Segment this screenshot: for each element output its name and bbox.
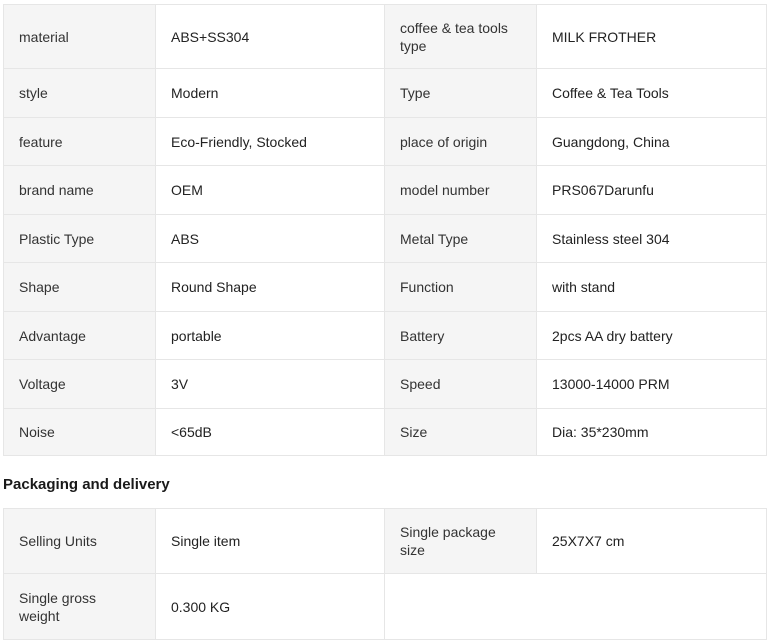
spec-value: ABS <box>156 215 385 263</box>
spec-row <box>4 215 767 263</box>
spec-value: OEM <box>156 166 385 215</box>
spec-row <box>4 166 767 215</box>
spec-key: Metal Type <box>385 215 537 263</box>
spec-value: Stainless steel 304 <box>537 215 767 263</box>
packaging-value: 25X7X7 cm <box>537 509 767 574</box>
spec-key: material <box>4 5 156 69</box>
spec-value: portable <box>156 312 385 360</box>
spec-key: Voltage <box>4 360 156 409</box>
spec-key: Speed <box>385 360 537 409</box>
spec-key: style <box>4 69 156 118</box>
spec-value: with stand <box>537 263 767 312</box>
spec-key: Battery <box>385 312 537 360</box>
spec-value: ABS+SS304 <box>156 5 385 69</box>
spec-key: Plastic Type <box>4 215 156 263</box>
spec-row <box>4 263 767 312</box>
spec-key: place of origin <box>385 118 537 166</box>
spec-value: Eco-Friendly, Stocked <box>156 118 385 166</box>
spec-row <box>4 69 767 118</box>
spec-key: brand name <box>4 166 156 215</box>
packaging-key: Selling Units <box>4 509 156 574</box>
packaging-value: 0.300 KG <box>156 574 385 640</box>
packaging-table <box>3 508 767 640</box>
packaging-row <box>4 574 767 640</box>
product-specs-table <box>3 4 767 456</box>
spec-key: Shape <box>4 263 156 312</box>
spec-row <box>4 118 767 166</box>
spec-key: Function <box>385 263 537 312</box>
spec-value: Round Shape <box>156 263 385 312</box>
spec-key: model number <box>385 166 537 215</box>
spec-value: Guangdong, China <box>537 118 767 166</box>
spec-value: Coffee & Tea Tools <box>537 69 767 118</box>
spec-key: Size <box>385 409 537 456</box>
spec-value: 3V <box>156 360 385 409</box>
spec-value: 2pcs AA dry battery <box>537 312 767 360</box>
packaging-key: Single package size <box>385 509 537 574</box>
spec-row <box>4 360 767 409</box>
spec-key: Type <box>385 69 537 118</box>
spec-value: Dia: 35*230mm <box>537 409 767 456</box>
packaging-key: Single gross weight <box>4 574 156 640</box>
spec-row <box>4 409 767 456</box>
spec-key: coffee & tea tools type <box>385 5 537 69</box>
spec-value: Modern <box>156 69 385 118</box>
packaging-value: Single item <box>156 509 385 574</box>
packaging-row <box>4 509 767 574</box>
spec-value: 13000-14000 PRM <box>537 360 767 409</box>
spec-value: PRS067Darunfu <box>537 166 767 215</box>
spec-value: <65dB <box>156 409 385 456</box>
packaging-section-title: Packaging and delivery <box>3 476 170 493</box>
spec-key: Advantage <box>4 312 156 360</box>
spec-key: Noise <box>4 409 156 456</box>
packaging-empty-cell <box>385 574 767 640</box>
spec-value: MILK FROTHER <box>537 5 767 69</box>
spec-key: feature <box>4 118 156 166</box>
spec-row <box>4 5 767 69</box>
spec-row <box>4 312 767 360</box>
